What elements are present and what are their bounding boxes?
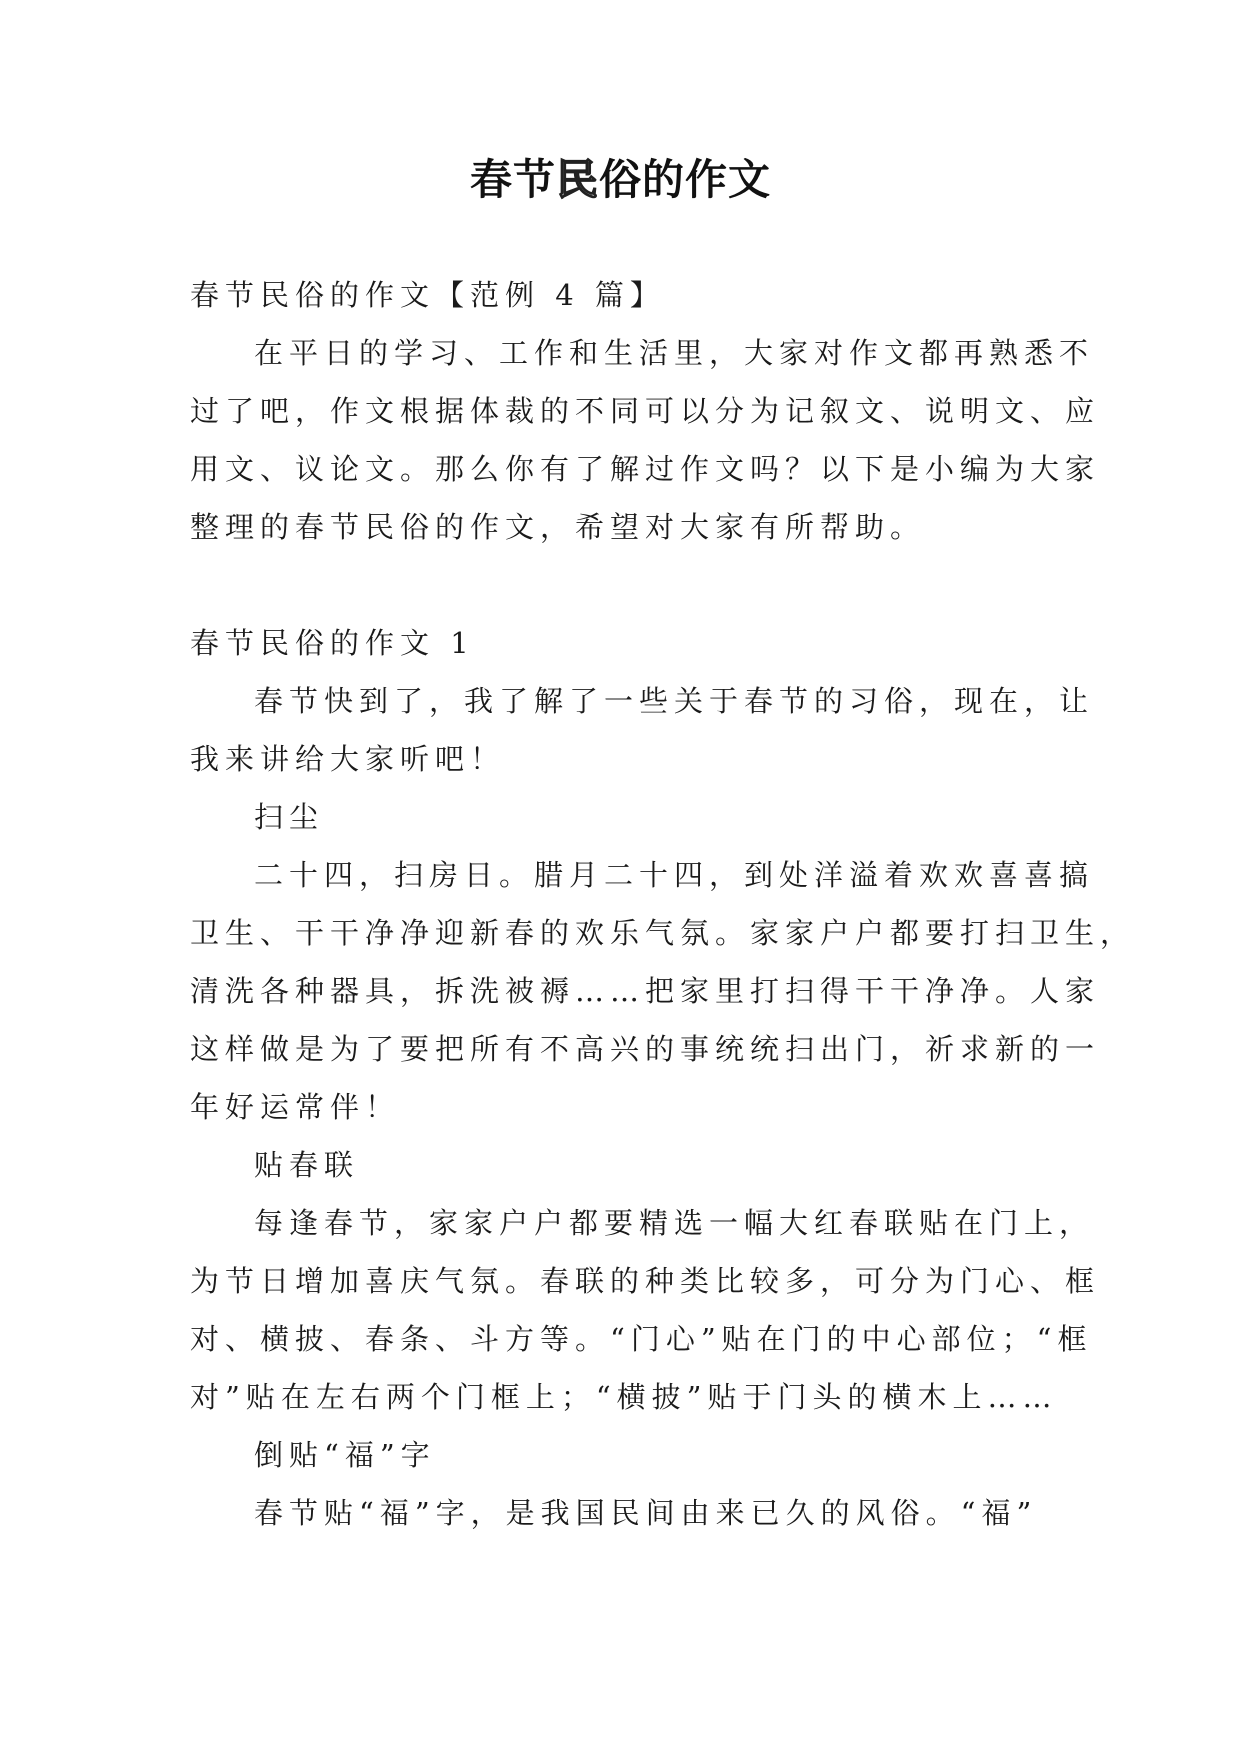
paragraph-line: 在平日的学习、工作和生活里，大家对作文都再熟悉不 xyxy=(254,336,1095,370)
paragraph-line: 过了吧，作文根据体裁的不同可以分为记叙文、说明文、应 xyxy=(190,394,1101,428)
paragraph-line: 为节日增加喜庆气氛。春联的种类比较多，可分为门心、框 xyxy=(190,1264,1101,1298)
paragraph-line: 清洗各种器具，拆洗被褥……把家里打扫得干干净净。人家 xyxy=(190,974,1101,1008)
document-title xyxy=(0,150,1241,210)
paragraph-line: 年好运常伴！ xyxy=(190,1090,401,1124)
title-text-outlined: 民 xyxy=(555,155,599,204)
paragraph-line: 用文、议论文。那么你有了解过作文吗？以下是小编为大家 xyxy=(190,452,1101,486)
section-heading: 春节民俗的作文 1 xyxy=(190,626,475,660)
subheading-line: 倒贴“福”字 xyxy=(254,1438,436,1472)
title-text-part1: 春节 xyxy=(469,155,556,204)
paragraph-line: 对、横披、春条、斗方等。“门心”贴在门的中心部位；“框 xyxy=(190,1322,1093,1356)
paragraph-line: 对”贴在左右两个门框上；“横披”贴于门头的横木上…… xyxy=(190,1380,1058,1414)
subheading-line: 贴春联 xyxy=(254,1148,360,1182)
paragraph-line: 这样做是为了要把所有不高兴的事统统扫出门，祈求新的一 xyxy=(190,1032,1101,1066)
paragraph-line: 春节快到了，我了解了一些关于春节的习俗，现在，让 xyxy=(254,684,1095,718)
paragraph-line: 我来讲给大家听吧！ xyxy=(190,742,506,776)
subtitle-line: 春节民俗的作文【范例 4 篇】 xyxy=(190,278,665,312)
paragraph-line: 整理的春节民俗的作文，希望对大家有所帮助。 xyxy=(190,510,926,544)
subheading-line: 扫尘 xyxy=(254,800,325,834)
paragraph-line: 春节贴“福”字，是我国民间由来已久的风俗。“福” xyxy=(254,1496,1038,1530)
title-text-part2: 俗的作文 xyxy=(599,155,772,204)
paragraph-line: 二十四，扫房日。腊月二十四，到处洋溢着欢欢喜喜搞 xyxy=(254,858,1095,892)
paragraph-line: 卫生、干干净净迎新春的欢乐气氛。家家户户都要打扫卫生， xyxy=(190,916,1136,950)
paragraph-line: 每逢春节，家家户户都要精选一幅大红春联贴在门上， xyxy=(254,1206,1095,1240)
